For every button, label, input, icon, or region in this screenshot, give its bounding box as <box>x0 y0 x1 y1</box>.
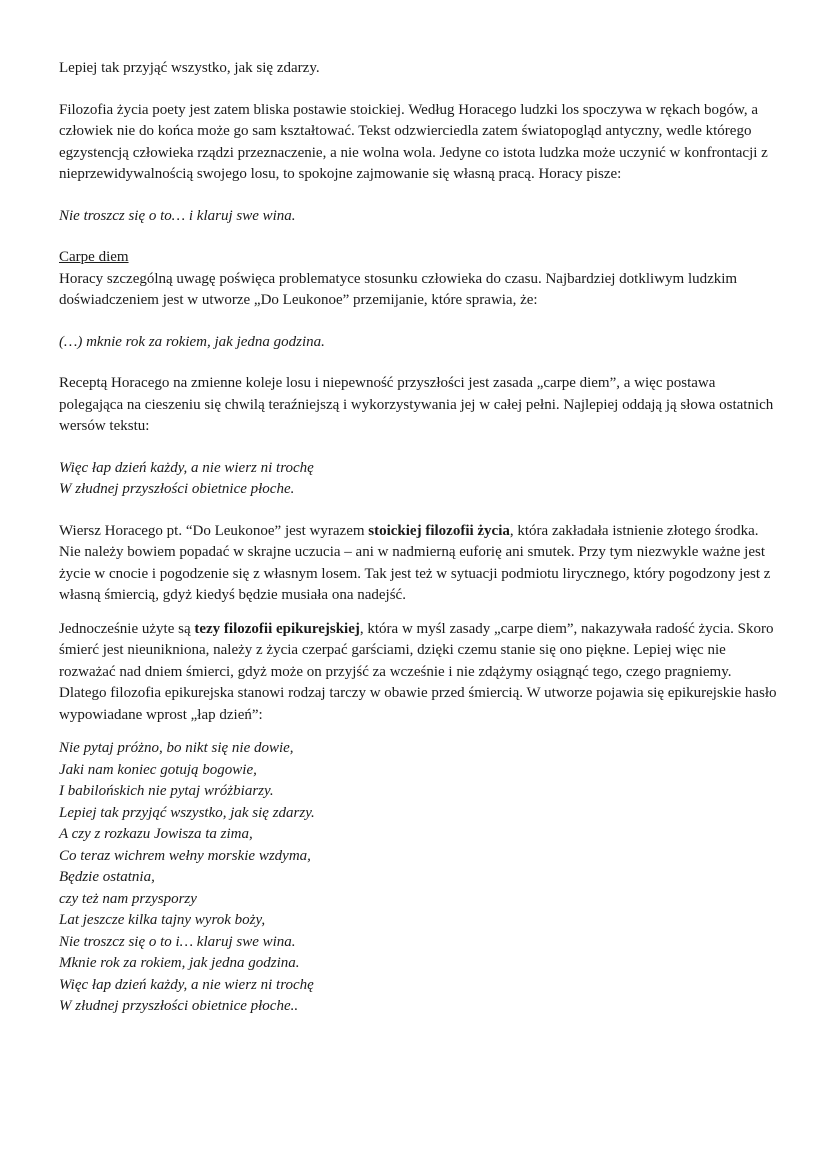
paragraph-recipe: Receptą Horacego na zmienne koleje losu i niepewność przyszłości jest zasada „carpe diem”, a więc postawa polegająca na cieszeniu się chwilą teraźniejszą i wykorzystywania jej w całej pełni. Najlepiej oddają ją słowa ostatnich wersów tekstu: <box>59 375 774 434</box>
poem-line: I babilońskich nie pytaj wróżbiarzy. <box>59 783 274 799</box>
poem-line: Więc łap dzień każdy, a nie wierz ni trochę <box>59 976 314 993</box>
document-page <box>59 58 779 1018</box>
quote-line: Więc łap dzień każdy, a nie wierz ni trochę <box>59 459 314 476</box>
paragraph-philosophy: Filozofia życia poety jest zatem bliska postawie stoickiej. Według Horacego ludzki los spoczywa w rękach bogów, a człowiek nie do końca może go sam kształtować. Tekst odzwierciedla zatem światopogląd antyczny, wedle którego egzystencją człowieka rządzi przeznaczenie, a nie wolna wola. Jedyne co istota ludzka może uczynić w konfrontacji z nieprzewidywalnością swojego losu, to spokojne zajmowanie się własną pracą. Horacy pisze: <box>59 101 768 182</box>
bold-term-epicurean: tezy filozofii epikurejskiej <box>194 620 360 637</box>
quote-lap <box>59 458 779 501</box>
intro-line: Lepiej tak przyjąć wszystko, jak się zdarzy. <box>59 60 320 76</box>
quote-rok: (…) mknie rok za rokiem, jak jedna godzina. <box>59 333 325 350</box>
poem-line: Lat jeszcze kilka tajny wyrok boży, <box>59 912 266 928</box>
poem-line: Będzie ostatnia, <box>59 869 155 885</box>
paragraph-time: Horacy szczególną uwagę poświęca problematyce stosunku człowieka do czasu. Najbardziej dotkliwym ludzkim doświadczeniem jest w utworze „Do Leukonoe” przemijanie, które sprawia, że: <box>59 270 738 308</box>
paragraph-epicurean <box>59 619 779 727</box>
poem-line: Lepiej tak przyjąć wszystko, jak się zdarzy. <box>59 804 315 821</box>
bold-term-stoic: stoickiej filozofii życia <box>368 522 510 539</box>
quote-line: W złudnej przyszłości obietnice płoche. <box>59 481 295 497</box>
text-run: , która zakładała istnienie złotego środka. Nie należy bowiem popadać w skrajne uczucia – ani w nadmierną euforię ani smutek. Przy tym niezwykle ważne jest życie w cnocie i pogodzenie się z własnym losem. Tak jest też w sytuacji podmiotu lirycznego, który pogodzony jest z własną śmiercią, gdyż kiedyś będzie musiała ona nadejść. <box>59 522 771 603</box>
poem-line: czy też nam przysporzy <box>59 890 197 907</box>
poem-line: A czy z rozkazu Jowisza ta zima, <box>59 826 253 842</box>
text-run: , która w myśl zasady „carpe diem”, nakazywała radość życia. Skoro śmierć jest nieunikniona, należy z życia czerpać garściami, dzięki czemu stanie się ono piękne. Lepiej więc nie rozważać nad dniem śmierci, gdyż może on przyjść za wcześnie i nie zdążymy osiągnąć tego, czego pragniemy. Dlatego filozofia epikurejska stanowi rodzaj tarczy w obawie przed śmiercią. W utworze pojawia się epikurejskie hasło wypowiadane wprost „łap dzień”: <box>59 620 777 723</box>
quote-wina: Nie troszcz się o to… i klaruj swe wina. <box>59 207 296 224</box>
section-heading-carpe-diem: Carpe diem <box>59 249 129 265</box>
poem-line: Jaki nam koniec gotują bogowie, <box>59 761 257 778</box>
poem-line: Mknie rok za rokiem, jak jedna godzina. <box>59 955 300 971</box>
text-run: Jednocześnie użyte są <box>59 620 195 637</box>
poem-line: Nie troszcz się o to i… klaruj swe wina. <box>59 933 296 950</box>
poem-line: Nie pytaj próżno, bo nikt się nie dowie, <box>59 740 294 756</box>
text-run: Wiersz Horacego pt. “Do Leukonoe” jest wyrazem <box>59 522 369 539</box>
poem-line: W złudnej przyszłości obietnice płoche.. <box>59 998 299 1014</box>
poem-line: Co teraz wichrem wełny morskie wzdyma, <box>59 847 311 864</box>
paragraph-stoic <box>59 521 779 607</box>
poem <box>59 738 779 1018</box>
